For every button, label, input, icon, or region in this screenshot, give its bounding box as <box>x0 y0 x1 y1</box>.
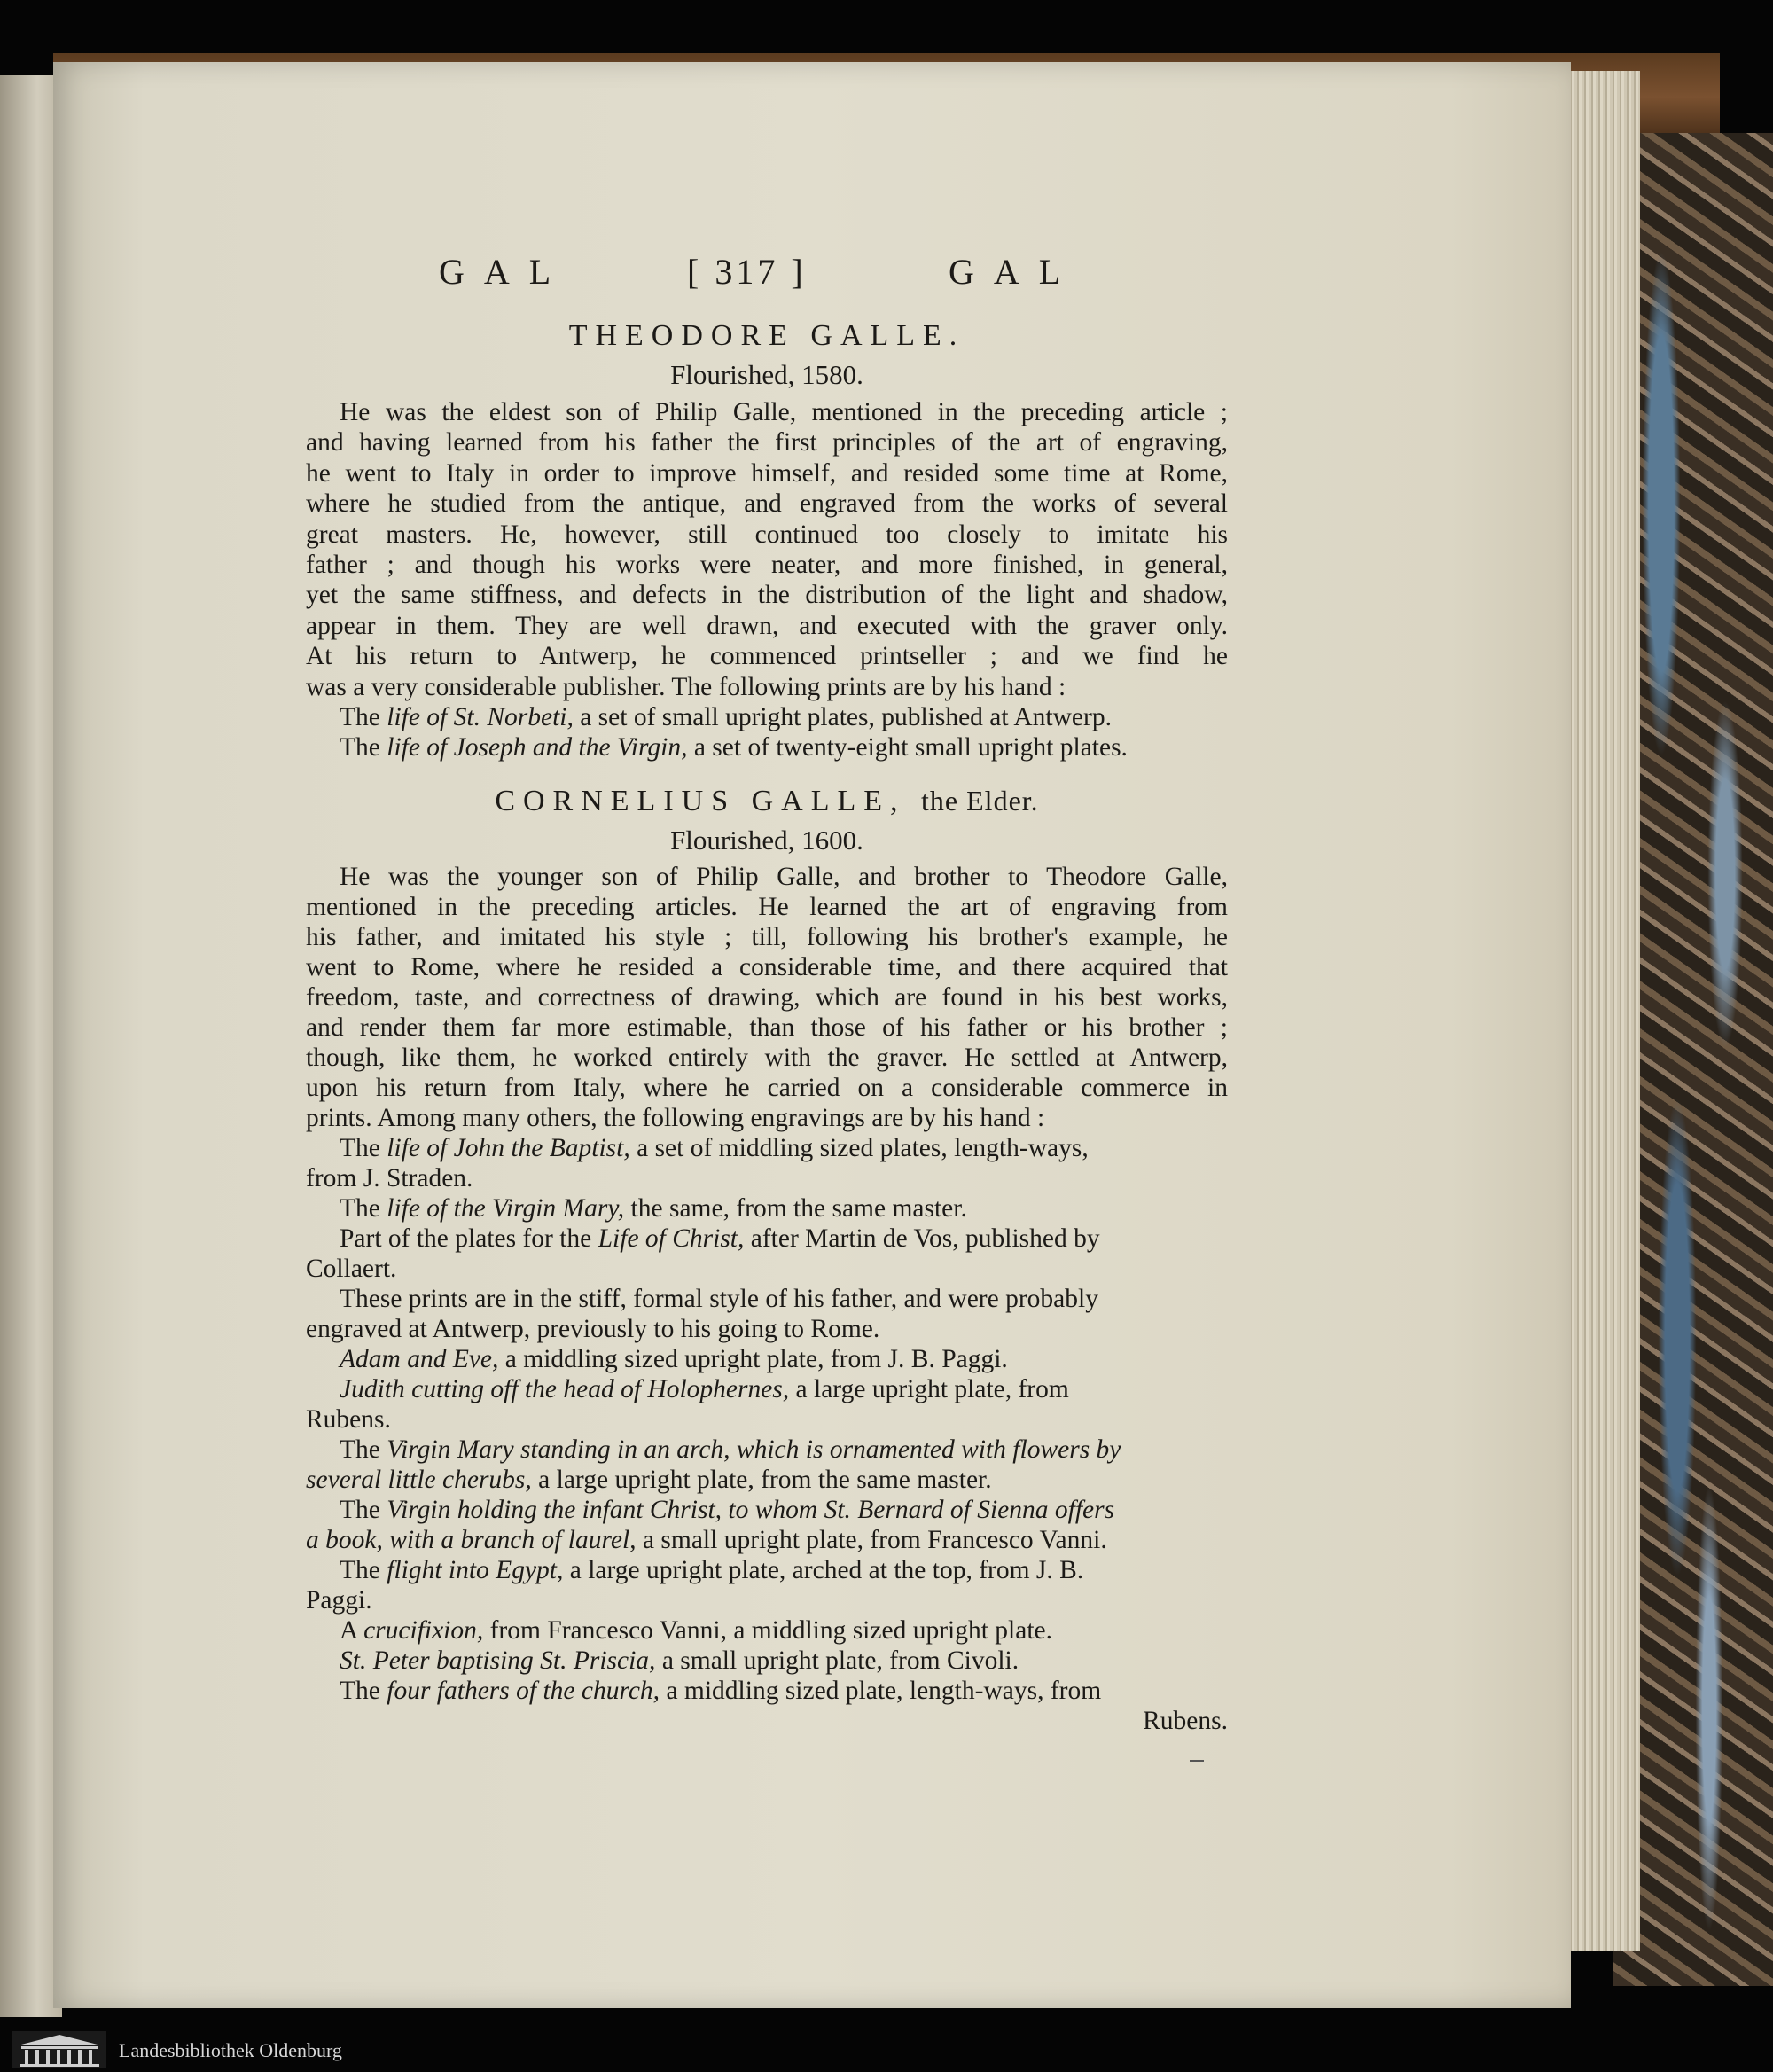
entry-title-text: THEODORE GALLE. <box>568 319 965 352</box>
entry-title <box>306 319 1228 353</box>
print-text: The <box>340 1134 387 1162</box>
print-entry <box>306 732 1228 762</box>
running-head-left: GAL <box>439 252 571 292</box>
running-head <box>439 251 1130 304</box>
print-text: The <box>340 703 387 731</box>
print-entry <box>306 1193 1228 1224</box>
print-details: after Martin de Vos, published by <box>744 1224 1100 1253</box>
library-logo-icon <box>12 2031 106 2068</box>
print-entry <box>306 1495 1228 1525</box>
print-title: life of the Virgin Mary, <box>387 1194 625 1223</box>
text-line: his father, and imitated his style ; till, following his brother's example, he <box>306 923 1228 951</box>
text-line: At his return to Antwerp, he commenced printseller ; and we find he <box>306 642 1228 671</box>
text-line: prints. Among many others, the following engravings are by his hand : <box>306 1104 1045 1132</box>
print-text: from J. Straden. <box>306 1164 473 1192</box>
print-details: a set of twenty-eight small upright plates. <box>687 733 1128 762</box>
print-text: The <box>340 1194 387 1223</box>
print-text: Paggi. <box>306 1586 372 1615</box>
print-entry <box>306 1585 1228 1615</box>
page-edges <box>1560 71 1640 1951</box>
print-entry <box>306 1646 1228 1676</box>
print-title: Adam and Eve, <box>340 1345 499 1373</box>
print-details: a small upright plate, from Francesco Vanni. <box>636 1526 1107 1554</box>
print-details: a set of middling sized plates, length-ways, <box>629 1134 1089 1162</box>
print-details: a large upright plate, arched at the top, from J. B. <box>563 1556 1084 1584</box>
flourished-date: Flourished, 1600. <box>670 825 863 856</box>
print-title: Judith cutting off the head of Holophernes, <box>340 1375 790 1403</box>
page-number: [ 317 ] <box>687 252 807 292</box>
text-line: was a very considerable publisher. The following prints are by his hand : <box>306 672 1066 701</box>
library-name: Landesbibliothek Oldenburg <box>119 2039 342 2061</box>
print-title: St. Peter baptising St. Priscia, <box>340 1646 656 1675</box>
print-entry <box>306 1435 1228 1465</box>
print-details: from Francesco Vanni, a middling sized upright plate. <box>483 1616 1052 1645</box>
print-entry <box>306 1404 1228 1435</box>
print-entry <box>306 1133 1228 1163</box>
print-title: life of John the Baptist, <box>387 1134 630 1162</box>
print-title: life of St. Norbeti, <box>387 703 574 731</box>
print-details: a large upright plate, from the same master. <box>531 1466 992 1494</box>
flourished-date: Flourished, 1580. <box>670 359 863 390</box>
print-entry <box>306 1706 1228 1736</box>
text-line: upon his return from Italy, where he carried on a considerable commerce in <box>306 1074 1228 1102</box>
print-title: Virgin holding the infant Christ, to whom St. Bernard of Sienna offers <box>387 1496 1115 1524</box>
print-text: Rubens. <box>1143 1707 1228 1735</box>
print-entry <box>306 1525 1228 1555</box>
text-line: went to Rome, where he resided a considerable time, and there acquired that <box>306 953 1228 981</box>
text-line: and render them far more estimable, than those of his father or his brother ; <box>306 1013 1228 1042</box>
print-entry <box>306 1555 1228 1585</box>
print-entry <box>306 1374 1228 1404</box>
print-entry <box>306 1284 1228 1314</box>
print-title: flight into Egypt, <box>387 1556 564 1584</box>
print-text: The <box>340 1496 387 1524</box>
text-line: great masters. He, however, still continued too closely to imitate his <box>306 520 1228 549</box>
text-line: He was the younger son of Philip Galle, and brother to Theodore Galle, <box>340 863 1228 891</box>
print-title: life of Joseph and the Virgin, <box>387 733 688 762</box>
text-line: yet the same stiffness, and defects in the distribution of the light and shadow, <box>306 581 1228 610</box>
print-text: Part of the plates for the <box>340 1224 598 1253</box>
print-entry <box>306 1615 1228 1646</box>
print-title: Virgin Mary standing in an arch, which is ornamented with flowers by <box>387 1435 1121 1464</box>
running-head-right: GAL <box>949 252 1081 292</box>
print-text: These prints are in the stiff, formal style of his father, and were probably <box>340 1285 1098 1313</box>
text-line: and having learned from his father the first principles of the art of engraving, <box>306 428 1228 457</box>
print-text: A <box>340 1616 364 1645</box>
print-details: a small upright plate, from Civoli. <box>655 1646 1019 1675</box>
print-text: Collaert. <box>306 1255 397 1283</box>
entry-title-suffix: the Elder. <box>921 785 1039 817</box>
print-text: Rubens. <box>306 1405 391 1434</box>
printer-mark <box>1190 1760 1204 1762</box>
print-text: The <box>340 733 387 762</box>
print-entry <box>306 1254 1228 1284</box>
text-line: He was the eldest son of Philip Galle, mentioned in the preceding article ; <box>340 398 1228 426</box>
print-title: four fathers of the church, <box>387 1677 660 1705</box>
print-title: several little cherubs, <box>306 1466 532 1494</box>
text-line: mentioned in the preceding articles. He learned the art of engraving from <box>306 893 1228 921</box>
print-title: Life of Christ, <box>598 1224 745 1253</box>
print-details: a set of small upright plates, published at Antwerp. <box>573 703 1112 731</box>
print-entry <box>306 1163 1228 1193</box>
text-line: appear in them. They are well drawn, and executed with the graver only. <box>306 611 1228 640</box>
print-entry <box>306 1314 1228 1344</box>
text-line: freedom, taste, and correctness of drawing, which are found in his best works, <box>306 983 1228 1012</box>
print-entry <box>306 1465 1228 1495</box>
text-line: though, like them, he worked entirely with the graver. He settled at Antwerp, <box>306 1044 1228 1072</box>
print-text: The <box>340 1677 387 1705</box>
print-text: The <box>340 1435 387 1464</box>
print-entry <box>306 702 1228 732</box>
text-line: where he studied from the antique, and engraved from the works of several <box>306 489 1228 519</box>
entry-title <box>306 785 1228 818</box>
text-line: father ; and though his works were neater, and more finished, in general, <box>306 551 1228 579</box>
print-details: the same, from the same master. <box>624 1194 967 1223</box>
print-text: engraved at Antwerp, previously to his going to Rome. <box>306 1315 880 1343</box>
print-text: The <box>340 1556 387 1584</box>
print-entry <box>306 1224 1228 1254</box>
print-details: a large upright plate, from <box>789 1375 1069 1403</box>
text-line: he went to Italy in order to improve himself, and resided some time at Rome, <box>306 458 1228 488</box>
print-details: a middling sized upright plate, from J. B. Paggi. <box>498 1345 1008 1373</box>
print-details: a middling sized plate, length-ways, from <box>660 1677 1102 1705</box>
print-title: a book, with a branch of laurel, <box>306 1526 637 1554</box>
print-title: crucifixion, <box>363 1616 484 1645</box>
print-entry <box>306 1344 1228 1374</box>
entry-title-text: CORNELIUS GALLE, <box>495 785 906 817</box>
print-entry <box>306 1676 1228 1706</box>
